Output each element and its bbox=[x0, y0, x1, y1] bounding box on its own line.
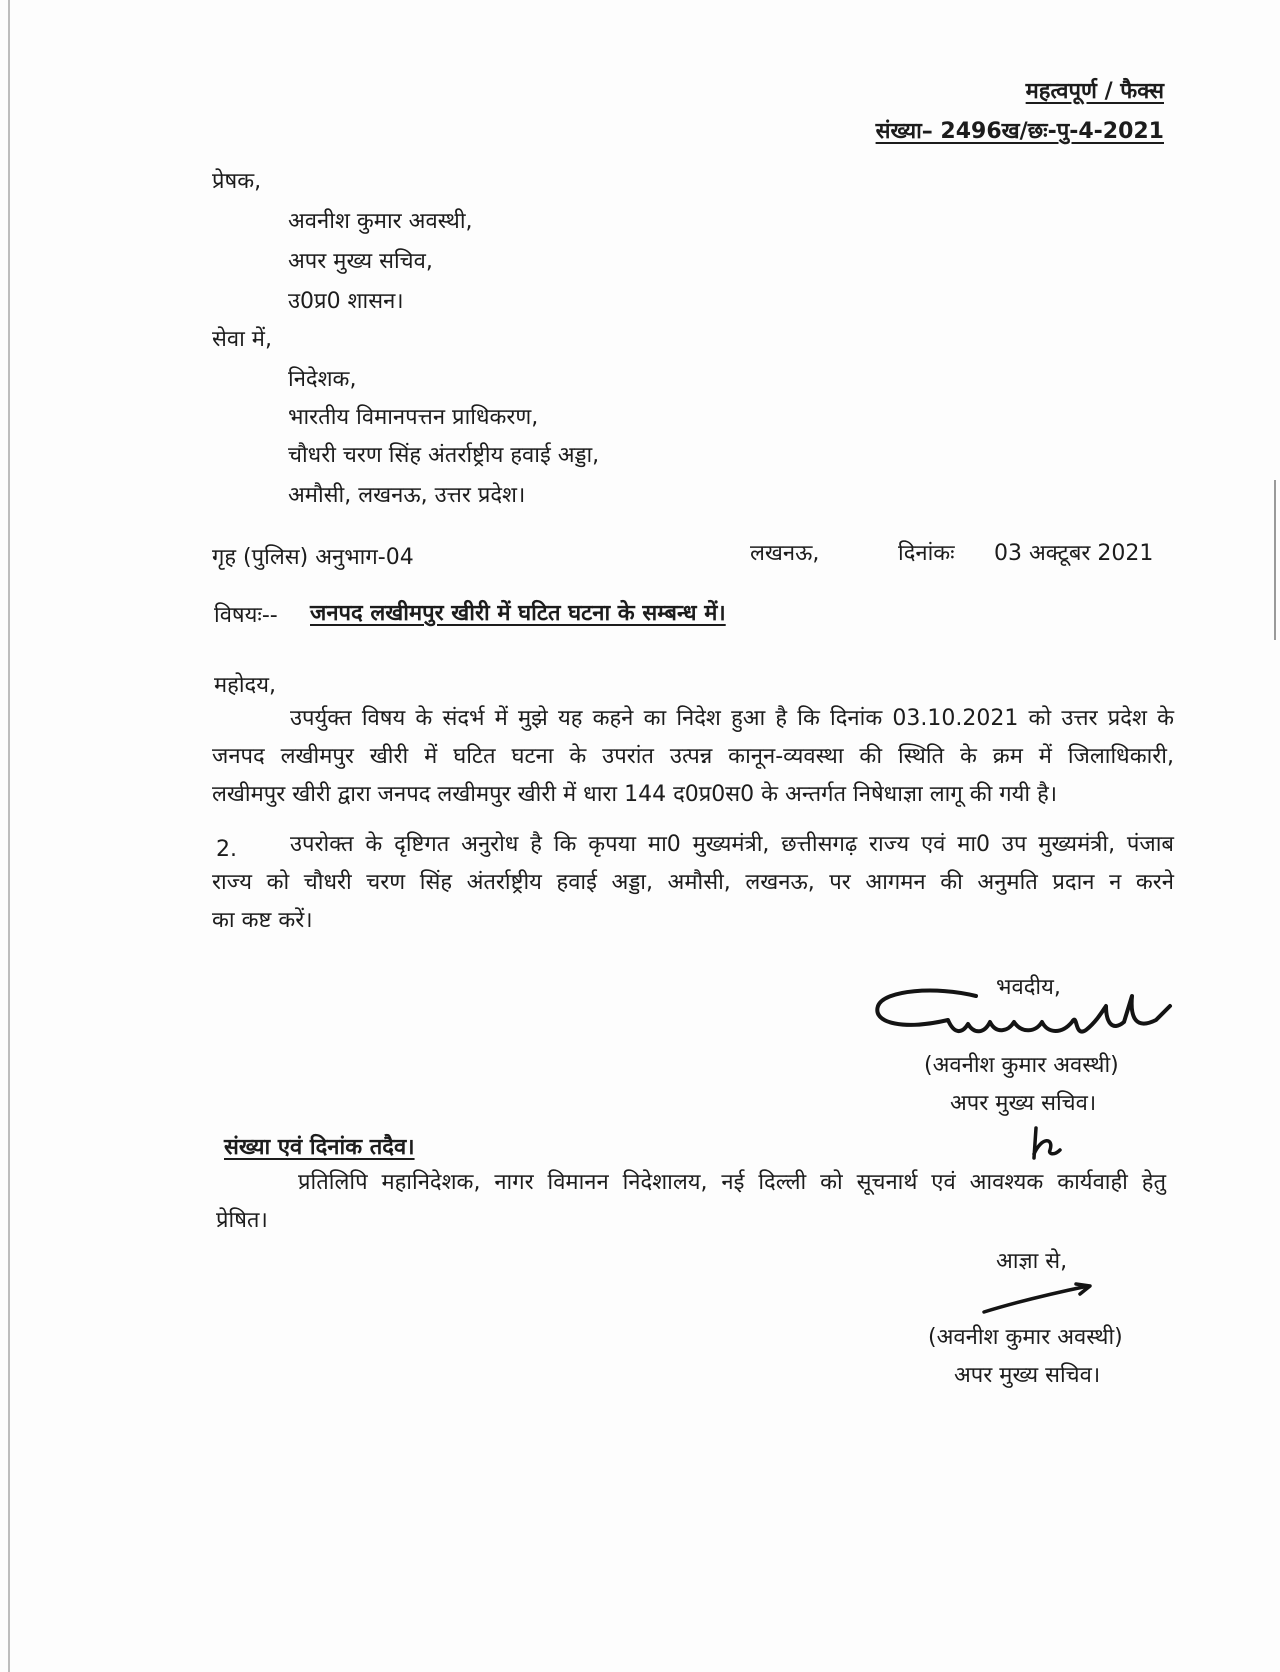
copy-text-line-1: प्रतिलिपि महानिदेशक, नागर विमानन निदेशालय, नई दिल्ली को सूचनार्थ एवं आवश्यक कार्यवाही हेतु bbox=[298, 1170, 1166, 1195]
document-marking: महत्वपूर्ण / फैक्स bbox=[1025, 79, 1164, 104]
paragraph-1 bbox=[212, 700, 1174, 814]
paragraph-1-line-1: उपर्युक्त विषय के संदर्भ में मुझे यह कहने का निदेश हुआ है कि दिनांक 03.10.2021 को उत्तर प्रदेश के bbox=[290, 706, 1174, 731]
copy-reference: संख्या एवं दिनांक तदैव। bbox=[224, 1135, 415, 1160]
valediction: भवदीय, bbox=[996, 975, 1061, 1000]
initials-mark bbox=[1028, 1124, 1068, 1164]
copy-name: (अवनीश कुमार अवस्थी) bbox=[928, 1325, 1123, 1350]
department-section: गृह (पुलिस) अनुभाग-04 bbox=[212, 545, 414, 570]
recipient-line-4: अमौसी, लखनऊ, उत्तर प्रदेश। bbox=[288, 483, 526, 508]
signature-2 bbox=[980, 1278, 1100, 1318]
paragraph-2-line-3: का कष्ट करें। bbox=[212, 908, 313, 933]
recipient-label: सेवा में, bbox=[212, 327, 272, 352]
signature-1 bbox=[866, 982, 1196, 1054]
reference-number: संख्या– 2496ख/छः-पु-4-2021 bbox=[875, 119, 1164, 144]
sender-name: अवनीश कुमार अवस्थी, bbox=[288, 209, 473, 234]
subject-label: विषयः-- bbox=[214, 603, 278, 628]
recipient-line-1: निदेशक, bbox=[288, 367, 357, 392]
sender-office: उ0प्र0 शासन। bbox=[288, 289, 404, 314]
copy-text-line-2: प्रेषित। bbox=[216, 1208, 268, 1233]
sender-label: प्रेषक, bbox=[212, 169, 262, 194]
subject-text: जनपद लखीमपुर खीरी में घटित घटना के सम्बन्ध में। bbox=[310, 601, 726, 626]
date-label: दिनांकः bbox=[898, 541, 955, 566]
copy-order: आज्ञा से, bbox=[996, 1249, 1068, 1274]
scan-edge-left bbox=[8, 0, 10, 1672]
closing-name: (अवनीश कुमार अवस्थी) bbox=[924, 1053, 1119, 1078]
salutation: महोदय, bbox=[214, 673, 276, 698]
scan-edge-right bbox=[1274, 480, 1276, 640]
paragraph-2-line-2: राज्य को चौधरी चरण सिंह अंतर्राष्ट्रीय हवाई अड्डा, अमौसी, लखनऊ, पर आगमन की अनुमति प्रदान न करने bbox=[212, 870, 1174, 895]
sender-designation: अपर मुख्य सचिव, bbox=[288, 249, 433, 274]
paragraph-1-line-2: जनपद लखीमपुर खीरी में घटित घटना के उपरांत उत्पन्न कानून-व्यवस्था की स्थिति के क्रम में जिलाधिकारी, bbox=[212, 744, 1174, 769]
paragraph-2-number: 2. bbox=[216, 837, 237, 862]
copy-designation: अपर मुख्य सचिव। bbox=[954, 1363, 1101, 1388]
copy-text bbox=[216, 1164, 1166, 1240]
paragraph-2-line-1: उपरोक्त के दृष्टिगत अनुरोध है कि कृपया मा0 मुख्यमंत्री, छत्तीसगढ़ राज्य एवं मा0 उप मुख्यमंत्री, पंजाब bbox=[290, 832, 1174, 857]
closing-designation: अपर मुख्य सचिव। bbox=[950, 1091, 1097, 1116]
recipient-line-3: चौधरी चरण सिंह अंतर्राष्ट्रीय हवाई अड्डा, bbox=[288, 443, 600, 468]
paragraph-1-line-3: लखीमपुर खीरी द्वारा जनपद लखीमपुर खीरी में धारा 144 द0प्र0स0 के अन्तर्गत निषेधाज्ञा लागू की गयी है। bbox=[212, 782, 1058, 807]
paragraph-2 bbox=[212, 826, 1174, 940]
recipient-line-2: भारतीय विमानपत्तन प्राधिकरण, bbox=[288, 405, 539, 430]
letter-date: 03 अक्टूबर 2021 bbox=[994, 541, 1154, 566]
place: लखनऊ, bbox=[750, 541, 820, 566]
